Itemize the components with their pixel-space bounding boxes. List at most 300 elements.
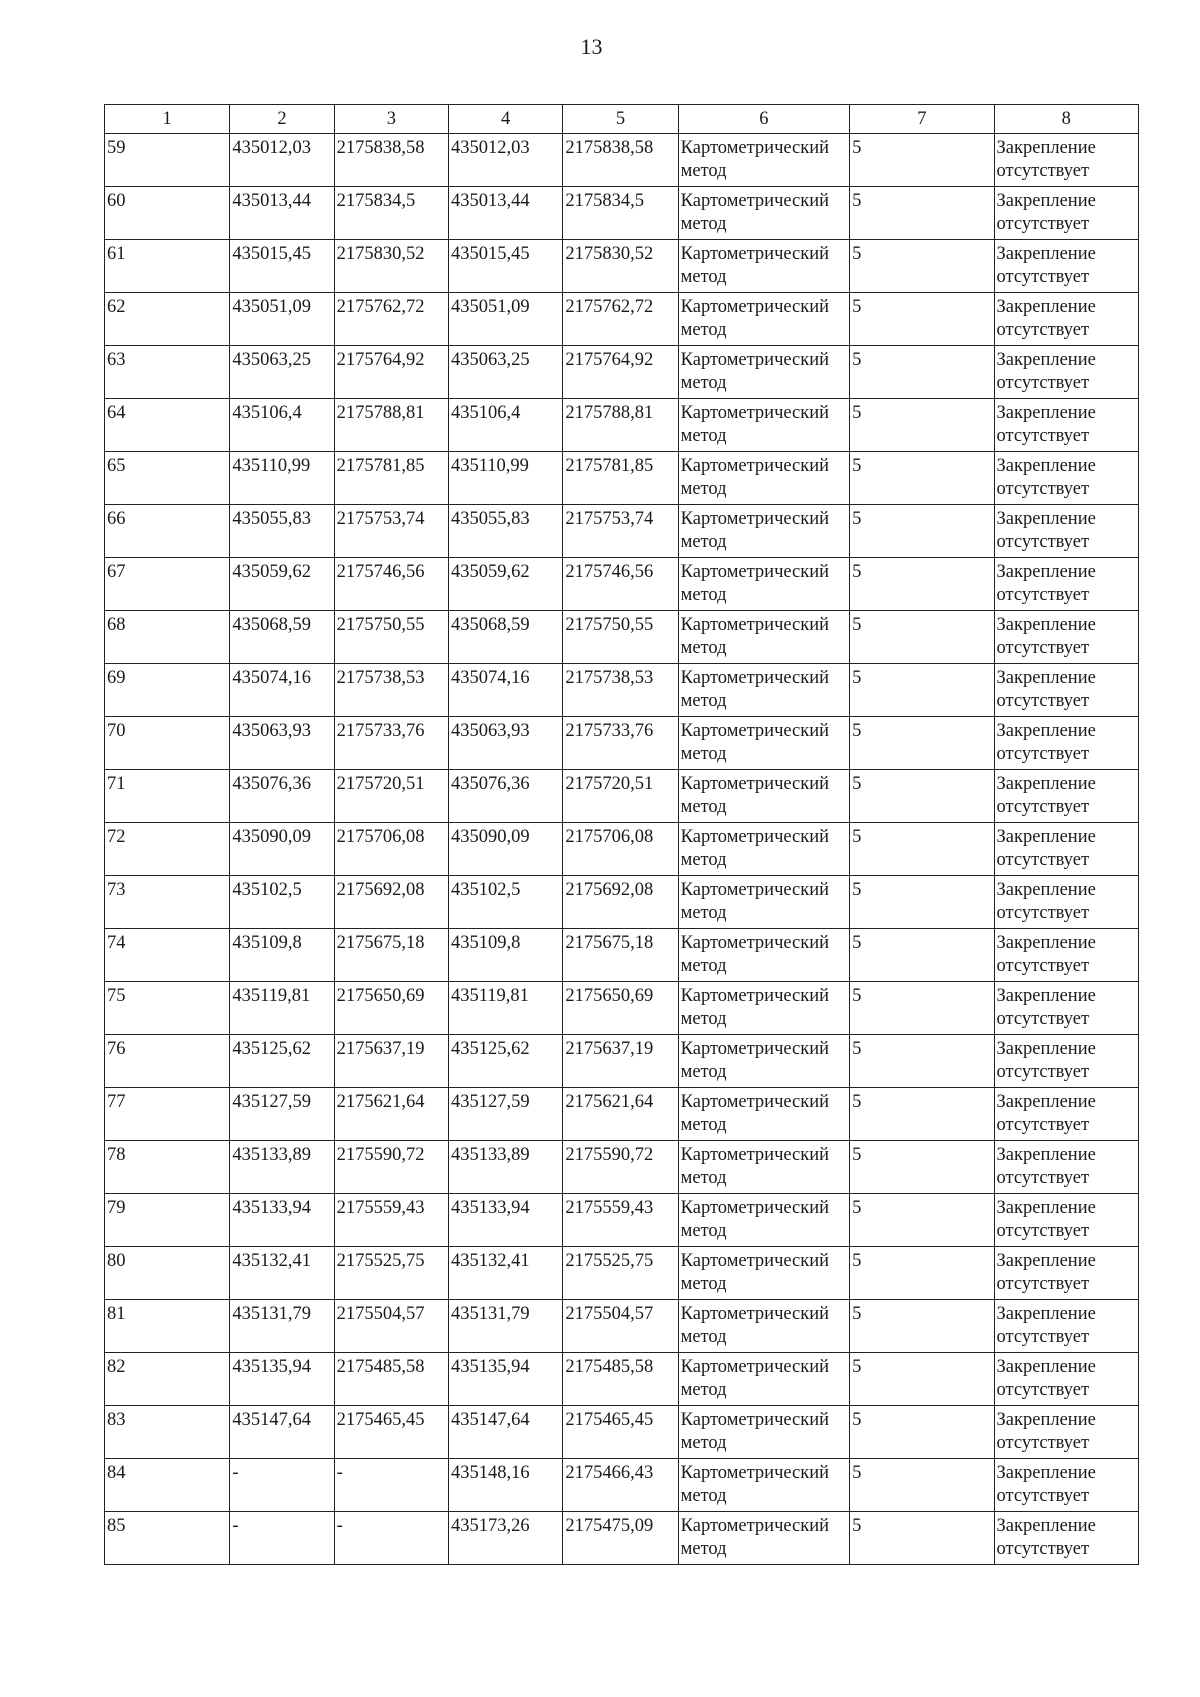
point-number-cell: 74 [105, 929, 230, 982]
y-old-cell: 2175465,45 [334, 1406, 448, 1459]
method-cell [678, 346, 849, 399]
fixing-line-1: Закрепление [996, 1092, 1096, 1112]
point-number-cell: 59 [105, 134, 230, 187]
method-line-1: Картометрический [680, 350, 830, 370]
header-col-2: 2 [230, 105, 334, 134]
method-line-1: Картометрический [680, 1198, 830, 1218]
fixing-line-2: отсутствует [996, 1062, 1090, 1082]
method-line-2: метод [680, 1168, 727, 1188]
fixing-line-1: Закрепление [996, 668, 1096, 688]
y-new-cell: 2175692,08 [563, 876, 678, 929]
accuracy-cell: 5 [850, 1512, 994, 1565]
y-new-cell: 2175738,53 [563, 664, 678, 717]
accuracy-cell: 5 [850, 452, 994, 505]
x-new-cell: 435051,09 [448, 293, 562, 346]
method-line-2: метод [680, 1009, 727, 1029]
table-row [105, 717, 1139, 770]
point-number-cell: 62 [105, 293, 230, 346]
y-old-cell: 2175621,64 [334, 1088, 448, 1141]
x-new-cell: 435125,62 [448, 1035, 562, 1088]
header-col-3: 3 [334, 105, 448, 134]
y-old-cell: - [334, 1459, 448, 1512]
method-cell [678, 1247, 849, 1300]
y-new-cell: 2175525,75 [563, 1247, 678, 1300]
fixing-line-2: отсутствует [996, 426, 1090, 446]
method-cell [678, 1512, 849, 1565]
y-new-cell: 2175750,55 [563, 611, 678, 664]
fixing-cell [994, 187, 1138, 240]
method-cell [678, 1088, 849, 1141]
fixing-cell [994, 1406, 1138, 1459]
method-line-2: метод [680, 161, 727, 181]
page-number: 13 [580, 34, 603, 59]
x-new-cell: 435063,93 [448, 717, 562, 770]
point-number-cell: 84 [105, 1459, 230, 1512]
header-col-7: 7 [850, 105, 994, 134]
y-new-cell: 2175764,92 [563, 346, 678, 399]
method-line-2: метод [680, 1115, 727, 1135]
fixing-line-1: Закрепление [996, 827, 1096, 847]
fixing-line-2: отсутствует [996, 1486, 1090, 1506]
fixing-line-2: отсутствует [996, 638, 1090, 658]
method-line-1: Картометрический [680, 933, 830, 953]
method-cell [678, 770, 849, 823]
x-new-cell: 435068,59 [448, 611, 562, 664]
method-line-1: Картометрический [680, 1251, 830, 1271]
fixing-line-2: отсутствует [996, 267, 1090, 287]
table-row [105, 1459, 1139, 1512]
x-old-cell: - [230, 1512, 334, 1565]
method-line-2: метод [680, 585, 727, 605]
fixing-line-2: отсутствует [996, 956, 1090, 976]
table-row [105, 1406, 1139, 1459]
y-old-cell: 2175750,55 [334, 611, 448, 664]
x-new-cell: 435133,89 [448, 1141, 562, 1194]
fixing-line-1: Закрепление [996, 191, 1096, 211]
method-line-1: Картометрический [680, 986, 830, 1006]
x-old-cell: 435135,94 [230, 1353, 334, 1406]
fixing-line-1: Закрепление [996, 1251, 1096, 1271]
fixing-line-1: Закрепление [996, 1145, 1096, 1165]
y-new-cell: 2175781,85 [563, 452, 678, 505]
fixing-line-2: отсутствует [996, 214, 1090, 234]
table-row [105, 187, 1139, 240]
fixing-line-1: Закрепление [996, 403, 1096, 423]
x-old-cell: 435132,41 [230, 1247, 334, 1300]
y-old-cell: 2175834,5 [334, 187, 448, 240]
method-line-1: Картометрический [680, 1039, 830, 1059]
y-new-cell: 2175720,51 [563, 770, 678, 823]
fixing-line-1: Закрепление [996, 933, 1096, 953]
method-line-1: Картометрический [680, 1516, 830, 1536]
x-new-cell: 435074,16 [448, 664, 562, 717]
x-old-cell: 435059,62 [230, 558, 334, 611]
fixing-cell [994, 823, 1138, 876]
header-row [105, 105, 1139, 134]
y-old-cell: 2175504,57 [334, 1300, 448, 1353]
method-line-2: метод [680, 956, 727, 976]
fixing-line-2: отсутствует [996, 903, 1090, 923]
x-old-cell: 435119,81 [230, 982, 334, 1035]
point-number-cell: 71 [105, 770, 230, 823]
fixing-line-1: Закрепление [996, 986, 1096, 1006]
accuracy-cell: 5 [850, 823, 994, 876]
fixing-cell [994, 399, 1138, 452]
x-new-cell: 435132,41 [448, 1247, 562, 1300]
fixing-cell [994, 134, 1138, 187]
x-new-cell: 435148,16 [448, 1459, 562, 1512]
method-line-2: метод [680, 267, 727, 287]
fixing-line-2: отсутствует [996, 1009, 1090, 1029]
method-line-2: метод [680, 1327, 727, 1347]
x-old-cell: 435090,09 [230, 823, 334, 876]
x-old-cell: 435063,93 [230, 717, 334, 770]
method-line-1: Картометрический [680, 668, 830, 688]
header-col-8: 8 [994, 105, 1138, 134]
x-new-cell: 435076,36 [448, 770, 562, 823]
method-line-1: Картометрический [680, 138, 830, 158]
fixing-cell [994, 611, 1138, 664]
fixing-cell [994, 558, 1138, 611]
fixing-line-2: отсутствует [996, 1115, 1090, 1135]
point-number-cell: 75 [105, 982, 230, 1035]
method-line-1: Картометрический [680, 191, 830, 211]
fixing-cell [994, 876, 1138, 929]
fixing-line-2: отсутствует [996, 479, 1090, 499]
method-line-2: метод [680, 373, 727, 393]
method-line-2: метод [680, 479, 727, 499]
method-line-2: метод [680, 1062, 727, 1082]
fixing-line-1: Закрепление [996, 880, 1096, 900]
table-row [105, 452, 1139, 505]
table-row [105, 1194, 1139, 1247]
x-new-cell: 435110,99 [448, 452, 562, 505]
y-new-cell: 2175746,56 [563, 558, 678, 611]
method-line-2: метод [680, 320, 727, 340]
fixing-line-2: отсутствует [996, 691, 1090, 711]
table-row [105, 1141, 1139, 1194]
point-number-cell: 70 [105, 717, 230, 770]
coordinates-table [104, 104, 1139, 1565]
y-new-cell: 2175788,81 [563, 399, 678, 452]
y-old-cell: 2175788,81 [334, 399, 448, 452]
fixing-cell [994, 293, 1138, 346]
x-old-cell: - [230, 1459, 334, 1512]
fixing-line-1: Закрепление [996, 297, 1096, 317]
method-cell [678, 1194, 849, 1247]
y-old-cell: 2175830,52 [334, 240, 448, 293]
x-old-cell: 435147,64 [230, 1406, 334, 1459]
method-cell [678, 823, 849, 876]
accuracy-cell: 5 [850, 1141, 994, 1194]
point-number-cell: 80 [105, 1247, 230, 1300]
fixing-line-2: отсутствует [996, 1539, 1090, 1559]
fixing-cell [994, 452, 1138, 505]
table-row [105, 399, 1139, 452]
method-line-1: Картометрический [680, 1410, 830, 1430]
accuracy-cell: 5 [850, 1035, 994, 1088]
method-line-2: метод [680, 638, 727, 658]
accuracy-cell: 5 [850, 1247, 994, 1300]
method-cell [678, 982, 849, 1035]
y-new-cell: 2175621,64 [563, 1088, 678, 1141]
y-old-cell: 2175525,75 [334, 1247, 448, 1300]
y-new-cell: 2175830,52 [563, 240, 678, 293]
table-row [105, 929, 1139, 982]
table-row [105, 1088, 1139, 1141]
y-new-cell: 2175838,58 [563, 134, 678, 187]
y-old-cell: 2175692,08 [334, 876, 448, 929]
y-old-cell: 2175838,58 [334, 134, 448, 187]
table-row [105, 1035, 1139, 1088]
x-new-cell: 435059,62 [448, 558, 562, 611]
table-row [105, 770, 1139, 823]
point-number-cell: 72 [105, 823, 230, 876]
method-line-2: метод [680, 850, 727, 870]
fixing-line-1: Закрепление [996, 1198, 1096, 1218]
method-line-1: Картометрический [680, 774, 830, 794]
y-new-cell: 2175466,43 [563, 1459, 678, 1512]
fixing-line-1: Закрепление [996, 1410, 1096, 1430]
method-cell [678, 929, 849, 982]
fixing-line-1: Закрепление [996, 350, 1096, 370]
fixing-cell [994, 1353, 1138, 1406]
y-old-cell: 2175781,85 [334, 452, 448, 505]
fixing-cell [994, 1194, 1138, 1247]
point-number-cell: 64 [105, 399, 230, 452]
table-row [105, 876, 1139, 929]
y-new-cell: 2175762,72 [563, 293, 678, 346]
accuracy-cell: 5 [850, 187, 994, 240]
point-number-cell: 78 [105, 1141, 230, 1194]
fixing-cell [994, 1088, 1138, 1141]
fixing-line-2: отсутствует [996, 532, 1090, 552]
x-new-cell: 435013,44 [448, 187, 562, 240]
method-line-2: метод [680, 691, 727, 711]
method-line-1: Картометрический [680, 297, 830, 317]
fixing-cell [994, 1459, 1138, 1512]
fixing-line-1: Закрепление [996, 1516, 1096, 1536]
point-number-cell: 82 [105, 1353, 230, 1406]
fixing-line-2: отсутствует [996, 1327, 1090, 1347]
y-new-cell: 2175733,76 [563, 717, 678, 770]
x-old-cell: 435133,89 [230, 1141, 334, 1194]
y-old-cell: 2175485,58 [334, 1353, 448, 1406]
fixing-line-1: Закрепление [996, 1304, 1096, 1324]
fixing-cell [994, 1247, 1138, 1300]
point-number-cell: 76 [105, 1035, 230, 1088]
accuracy-cell: 5 [850, 1300, 994, 1353]
x-new-cell: 435012,03 [448, 134, 562, 187]
accuracy-cell: 5 [850, 240, 994, 293]
header-col-6: 6 [678, 105, 849, 134]
x-new-cell: 435015,45 [448, 240, 562, 293]
method-cell [678, 240, 849, 293]
x-old-cell: 435013,44 [230, 187, 334, 240]
y-new-cell: 2175485,58 [563, 1353, 678, 1406]
method-line-1: Картометрический [680, 509, 830, 529]
table-row [105, 346, 1139, 399]
point-number-cell: 79 [105, 1194, 230, 1247]
accuracy-cell: 5 [850, 664, 994, 717]
accuracy-cell: 5 [850, 1088, 994, 1141]
y-old-cell: 2175675,18 [334, 929, 448, 982]
table-row [105, 823, 1139, 876]
fixing-line-1: Закрепление [996, 1039, 1096, 1059]
table-row [105, 1353, 1139, 1406]
method-cell [678, 1406, 849, 1459]
x-new-cell: 435135,94 [448, 1353, 562, 1406]
y-new-cell: 2175675,18 [563, 929, 678, 982]
x-new-cell: 435127,59 [448, 1088, 562, 1141]
fixing-line-1: Закрепление [996, 244, 1096, 264]
method-line-2: метод [680, 1221, 727, 1241]
accuracy-cell: 5 [850, 1353, 994, 1406]
y-old-cell: 2175753,74 [334, 505, 448, 558]
x-old-cell: 435125,62 [230, 1035, 334, 1088]
method-line-1: Картометрический [680, 1145, 830, 1165]
accuracy-cell: 5 [850, 876, 994, 929]
fixing-line-1: Закрепление [996, 509, 1096, 529]
y-new-cell: 2175559,43 [563, 1194, 678, 1247]
method-line-2: метод [680, 1380, 727, 1400]
header-col-1: 1 [105, 105, 230, 134]
point-number-cell: 66 [105, 505, 230, 558]
fixing-line-2: отсутствует [996, 585, 1090, 605]
x-old-cell: 435051,09 [230, 293, 334, 346]
table-body [105, 134, 1139, 1565]
method-cell [678, 611, 849, 664]
accuracy-cell: 5 [850, 929, 994, 982]
method-line-1: Картометрический [680, 1357, 830, 1377]
table-row [105, 240, 1139, 293]
method-cell [678, 876, 849, 929]
x-old-cell: 435012,03 [230, 134, 334, 187]
y-old-cell: 2175590,72 [334, 1141, 448, 1194]
point-number-cell: 69 [105, 664, 230, 717]
y-new-cell: 2175637,19 [563, 1035, 678, 1088]
accuracy-cell: 5 [850, 1194, 994, 1247]
method-line-2: метод [680, 797, 727, 817]
table-row [105, 982, 1139, 1035]
fixing-cell [994, 717, 1138, 770]
fixing-line-1: Закрепление [996, 1357, 1096, 1377]
method-cell [678, 717, 849, 770]
method-cell [678, 187, 849, 240]
x-new-cell: 435131,79 [448, 1300, 562, 1353]
point-number-cell: 63 [105, 346, 230, 399]
fixing-line-1: Закрепление [996, 562, 1096, 582]
fixing-line-2: отсутствует [996, 161, 1090, 181]
method-line-1: Картометрический [680, 1304, 830, 1324]
table-row [105, 134, 1139, 187]
method-line-2: метод [680, 903, 727, 923]
method-cell [678, 1353, 849, 1406]
x-old-cell: 435131,79 [230, 1300, 334, 1353]
accuracy-cell: 5 [850, 399, 994, 452]
table-row [105, 293, 1139, 346]
method-line-1: Картометрический [680, 880, 830, 900]
fixing-cell [994, 1512, 1138, 1565]
point-number-cell: 67 [105, 558, 230, 611]
method-line-1: Картометрический [680, 562, 830, 582]
y-old-cell: 2175762,72 [334, 293, 448, 346]
method-cell [678, 1141, 849, 1194]
fixing-cell [994, 346, 1138, 399]
x-new-cell: 435109,8 [448, 929, 562, 982]
y-old-cell: 2175764,92 [334, 346, 448, 399]
fixing-line-2: отсутствует [996, 797, 1090, 817]
fixing-cell [994, 505, 1138, 558]
fixing-cell [994, 1300, 1138, 1353]
method-line-2: метод [680, 1486, 727, 1506]
point-number-cell: 61 [105, 240, 230, 293]
header-col-5: 5 [563, 105, 678, 134]
x-old-cell: 435015,45 [230, 240, 334, 293]
accuracy-cell: 5 [850, 1459, 994, 1512]
method-cell [678, 452, 849, 505]
x-old-cell: 435102,5 [230, 876, 334, 929]
point-number-cell: 60 [105, 187, 230, 240]
table-row [105, 664, 1139, 717]
fixing-cell [994, 664, 1138, 717]
fixing-line-1: Закрепление [996, 615, 1096, 635]
point-number-cell: 65 [105, 452, 230, 505]
point-number-cell: 85 [105, 1512, 230, 1565]
x-new-cell: 435147,64 [448, 1406, 562, 1459]
fixing-line-1: Закрепление [996, 721, 1096, 741]
accuracy-cell: 5 [850, 611, 994, 664]
fixing-line-2: отсутствует [996, 320, 1090, 340]
y-new-cell: 2175706,08 [563, 823, 678, 876]
y-old-cell: 2175650,69 [334, 982, 448, 1035]
table-header [105, 105, 1139, 134]
method-line-1: Картометрический [680, 721, 830, 741]
fixing-line-1: Закрепление [996, 456, 1096, 476]
fixing-line-2: отсутствует [996, 1168, 1090, 1188]
fixing-line-2: отсутствует [996, 1274, 1090, 1294]
method-line-2: метод [680, 1539, 727, 1559]
y-new-cell: 2175475,09 [563, 1512, 678, 1565]
table-row [105, 1512, 1139, 1565]
x-new-cell: 435173,26 [448, 1512, 562, 1565]
x-new-cell: 435055,83 [448, 505, 562, 558]
point-number-cell: 81 [105, 1300, 230, 1353]
y-old-cell: 2175746,56 [334, 558, 448, 611]
x-old-cell: 435127,59 [230, 1088, 334, 1141]
x-old-cell: 435055,83 [230, 505, 334, 558]
point-number-cell: 68 [105, 611, 230, 664]
fixing-line-2: отсутствует [996, 1221, 1090, 1241]
accuracy-cell: 5 [850, 770, 994, 823]
x-old-cell: 435074,16 [230, 664, 334, 717]
method-line-2: метод [680, 1274, 727, 1294]
x-old-cell: 435063,25 [230, 346, 334, 399]
x-new-cell: 435090,09 [448, 823, 562, 876]
table-row [105, 558, 1139, 611]
y-new-cell: 2175465,45 [563, 1406, 678, 1459]
table-row [105, 505, 1139, 558]
method-line-2: метод [680, 744, 727, 764]
fixing-cell [994, 770, 1138, 823]
accuracy-cell: 5 [850, 505, 994, 558]
method-cell [678, 664, 849, 717]
method-line-1: Картометрический [680, 456, 830, 476]
point-number-cell: 73 [105, 876, 230, 929]
accuracy-cell: 5 [850, 293, 994, 346]
y-old-cell: - [334, 1512, 448, 1565]
x-old-cell: 435133,94 [230, 1194, 334, 1247]
